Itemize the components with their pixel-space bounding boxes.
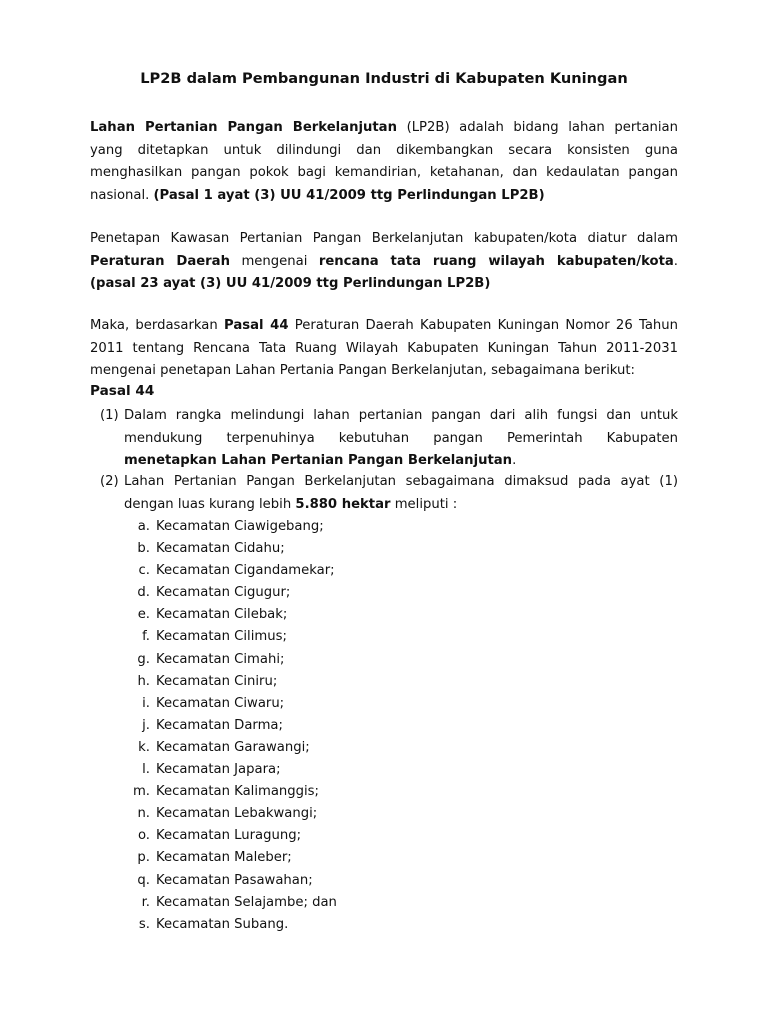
list-letter: b.: [137, 541, 150, 557]
paragraph-line: [90, 315, 678, 338]
list-item-text: Kecamatan Garawangi;: [156, 739, 310, 755]
list-item: [128, 649, 337, 671]
list-item: [128, 516, 337, 538]
list-letter: p.: [137, 850, 150, 866]
list-item: [128, 604, 337, 626]
list-item-text: Kecamatan Cidahu;: [156, 541, 285, 557]
paragraph-line: mengenai penetapan Lahan Pertania Pangan Berkelanjutan, sebagaimana berikut:: [90, 363, 635, 378]
list-item-text: Kecamatan Lebakwangi;: [156, 806, 318, 822]
list-letter: n.: [137, 806, 150, 822]
term-perda: Peraturan Daerah: [90, 253, 230, 269]
ayat-2: [100, 471, 678, 516]
paragraph-basis: [90, 315, 678, 383]
list-item-text: Kecamatan Ciniru;: [156, 673, 278, 689]
term-lp2b: Lahan Pertanian Pangan Berkelanjutan: [90, 120, 397, 135]
ayat-number: (1): [100, 408, 119, 423]
list-item-text: Kecamatan Darma;: [156, 717, 283, 733]
list-item-text: Kecamatan Cimahi;: [156, 651, 285, 667]
list-item: [128, 693, 337, 715]
list-item-text: Kecamatan Cigugur;: [156, 585, 291, 601]
legal-reference: (pasal 23 ayat (3) UU 41/2009 ttg Perlindungan LP2B): [90, 276, 491, 291]
area-value: 5.880 hektar: [295, 496, 391, 512]
term-penetapan: menetapkan Lahan Pertanian Pangan Berkelanjutan: [124, 453, 513, 468]
text-span: Peraturan Daerah Kabupaten Kuningan Nomor 26 Tahun: [288, 318, 678, 333]
list-item: [128, 870, 337, 892]
list-item: [128, 671, 337, 693]
list-letter: g.: [137, 651, 150, 667]
list-item: [128, 892, 337, 914]
list-letter: o.: [137, 828, 150, 844]
paragraph-definition: [90, 117, 678, 207]
list-letter: s.: [138, 916, 150, 932]
list-letter: m.: [132, 784, 150, 800]
legal-reference: (Pasal 1 ayat (3) UU 41/2009 ttg Perlindungan LP2B): [153, 187, 545, 203]
list-letter: q.: [137, 872, 150, 888]
ayat-1: [100, 405, 678, 473]
list-item: [128, 538, 337, 560]
list-item-text: Kecamatan Ciawigebang;: [156, 519, 324, 534]
term-rtrw: rencana tata ruang wilayah kabupaten/kota: [318, 253, 674, 269]
list-item-text: Kecamatan Pasawahan;: [156, 872, 313, 888]
list-letter: e.: [137, 607, 150, 623]
paragraph-line: menghasilkan pangan pokok bagi kemandirian, ketahanan, dan kedaulatan pangan: [90, 165, 678, 180]
kecamatan-list: [128, 516, 337, 936]
paragraph-regulation: [90, 228, 678, 296]
paragraph-line: 2011 tentang Rencana Tata Ruang Wilayah Kabupaten Kuningan Tahun 2011-2031: [90, 340, 678, 356]
paragraph-line: [90, 185, 678, 208]
paragraph-line: [90, 251, 678, 274]
text-span: .: [512, 453, 517, 468]
text-span: Maka, berdasarkan: [90, 318, 225, 333]
list-letter: f.: [142, 629, 150, 645]
list-item: [128, 781, 337, 803]
list-item: [128, 914, 337, 936]
list-letter: a.: [137, 519, 150, 534]
text-span: mengenai: [229, 253, 319, 269]
list-item-text: Kecamatan Kalimanggis;: [156, 784, 319, 800]
list-letter: i.: [142, 695, 150, 711]
list-item: [128, 825, 337, 847]
list-item-text: Kecamatan Cilimus;: [156, 629, 287, 645]
list-letter: d.: [137, 585, 150, 601]
list-item-text: Kecamatan Maleber;: [156, 850, 292, 866]
list-letter: h.: [137, 673, 150, 689]
list-letter: l.: [142, 762, 150, 778]
text-span: dengan luas kurang lebih: [124, 496, 296, 512]
ayat-line: Lahan Pertanian Pangan Berkelanjutan sebagaimana dimaksud pada ayat (1): [124, 474, 678, 489]
ayat-body: [124, 471, 678, 516]
ayat-line: [124, 494, 678, 517]
term-pasal-44: Pasal 44: [224, 318, 289, 333]
paragraph-line: yang ditetapkan untuk dilindungi dan dikembangkan secara konsisten guna: [90, 142, 678, 158]
list-item: [128, 847, 337, 869]
text-span: .: [673, 253, 678, 269]
ayat-line: Dalam rangka melindungi lahan pertanian pangan dari alih fungsi dan untuk: [124, 408, 678, 423]
list-item: [128, 715, 337, 737]
ayat-line: [124, 450, 678, 473]
list-letter: j.: [142, 717, 150, 733]
ayat-line: mendukung terpenuhinya kebutuhan pangan Pemerintah Kabupaten: [124, 430, 678, 446]
list-item-text: Kecamatan Japara;: [156, 762, 281, 778]
list-item-text: Kecamatan Subang.: [156, 916, 289, 932]
pasal-heading: Pasal 44: [90, 383, 155, 399]
list-item: [128, 560, 337, 582]
list-item-text: Kecamatan Selajambe; dan: [156, 894, 337, 910]
paragraph-line: [90, 117, 678, 140]
list-letter: r.: [141, 894, 150, 910]
list-letter: k.: [138, 739, 150, 755]
paragraph-line: Penetapan Kawasan Pertanian Pangan Berkelanjutan kabupaten/kota diatur dalam: [90, 231, 678, 246]
text-span: meliputi :: [390, 496, 458, 512]
list-item: [128, 582, 337, 604]
list-item: [128, 803, 337, 825]
list-item: [128, 626, 337, 648]
list-letter: c.: [138, 563, 150, 579]
document-title: LP2B dalam Pembangunan Industri di Kabupaten Kuningan: [140, 70, 628, 87]
list-item-text: Kecamatan Ciwaru;: [156, 695, 285, 711]
ayat-body: [124, 405, 678, 473]
list-item-text: Kecamatan Luragung;: [156, 828, 302, 844]
text-span: (LP2B) adalah bidang lahan pertanian: [396, 120, 678, 135]
text-span: nasional.: [90, 187, 154, 203]
list-item-text: Kecamatan Cilebak;: [156, 607, 288, 623]
list-item: [128, 759, 337, 781]
list-item-text: Kecamatan Cigandamekar;: [156, 563, 335, 579]
ayat-number: (2): [100, 474, 119, 489]
list-item: [128, 737, 337, 759]
